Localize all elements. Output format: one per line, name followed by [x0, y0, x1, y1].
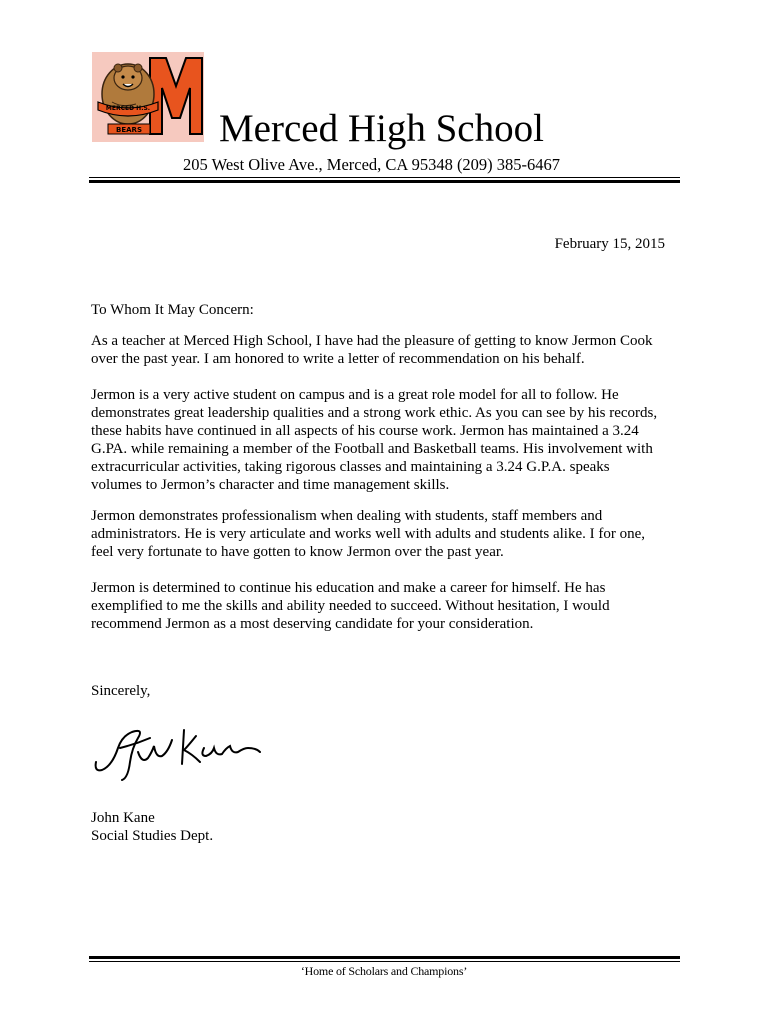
- letter-date: February 15, 2015: [554, 236, 665, 252]
- logo-banner-text: MERCED H.S.: [105, 105, 151, 112]
- paragraph-1: [91, 332, 671, 368]
- paragraph-line: over the past year. I am honored to write a letter of recommendation on his behalf.: [91, 351, 585, 367]
- paragraph-line: G.PA. while remaining a member of the Football and Basketball teams. His involvement with: [91, 441, 653, 457]
- paragraph-line: these habits have continued in all aspects of his course work. Jermon has maintained a 3.24: [91, 423, 639, 439]
- signer-department: Social Studies Dept.: [91, 828, 214, 844]
- logo-bears-text: BEARS: [116, 126, 142, 134]
- bear-logo-icon: [92, 52, 204, 142]
- paragraph-line: recommend Jermon as a most deserving candidate for your consideration.: [91, 616, 534, 632]
- paragraph-2: [91, 386, 671, 494]
- salutation: To Whom It May Concern:: [91, 302, 254, 318]
- header-rule-thin: [89, 177, 680, 178]
- school-logo: [92, 52, 204, 142]
- paragraph-line: administrators. He is very articulate and works well with adults and students alike. I for one,: [91, 526, 646, 542]
- footer-rule-thin: [89, 961, 680, 962]
- paragraph-line: Jermon is a very active student on campus and is a great role model for all to follow. He: [91, 387, 619, 403]
- footer-motto: ‘Home of Scholars and Champions’: [300, 964, 468, 978]
- paragraph-3: [91, 507, 671, 561]
- handwritten-signature: [92, 718, 272, 788]
- paragraph-line: volumes to Jermon’s character and time management skills.: [91, 477, 450, 493]
- signature-icon: [92, 718, 272, 788]
- paragraph-line: As a teacher at Merced High School, I have had the pleasure of getting to know Jermon Cook: [91, 333, 653, 349]
- footer-rule-thick: [89, 956, 680, 959]
- signer-name: John Kane: [91, 810, 155, 826]
- paragraph-line: extracurricular activities, taking rigorous classes and maintaining a 3.24 G.P.A. speaks: [91, 459, 610, 475]
- paragraph-line: exemplified to me the skills and ability needed to succeed. Without hesitation, I would: [91, 598, 610, 614]
- school-name: Merced High School: [219, 107, 544, 150]
- paragraph-4: [91, 579, 671, 633]
- paragraph-line: feel very fortunate to have gotten to know Jermon over the past year.: [91, 544, 504, 560]
- paragraph-line: Jermon is determined to continue his education and make a career for himself. He has: [91, 580, 606, 596]
- header-rule-thick: [89, 180, 680, 183]
- school-address: 205 West Olive Ave., Merced, CA 95348 (209) 385-6467: [183, 155, 561, 174]
- paragraph-line: demonstrates great leadership qualities and a strong work ethic. As you can see by his records,: [91, 405, 658, 421]
- closing: Sincerely,: [91, 683, 151, 699]
- paragraph-line: Jermon demonstrates professionalism when dealing with students, staff members and: [91, 508, 603, 524]
